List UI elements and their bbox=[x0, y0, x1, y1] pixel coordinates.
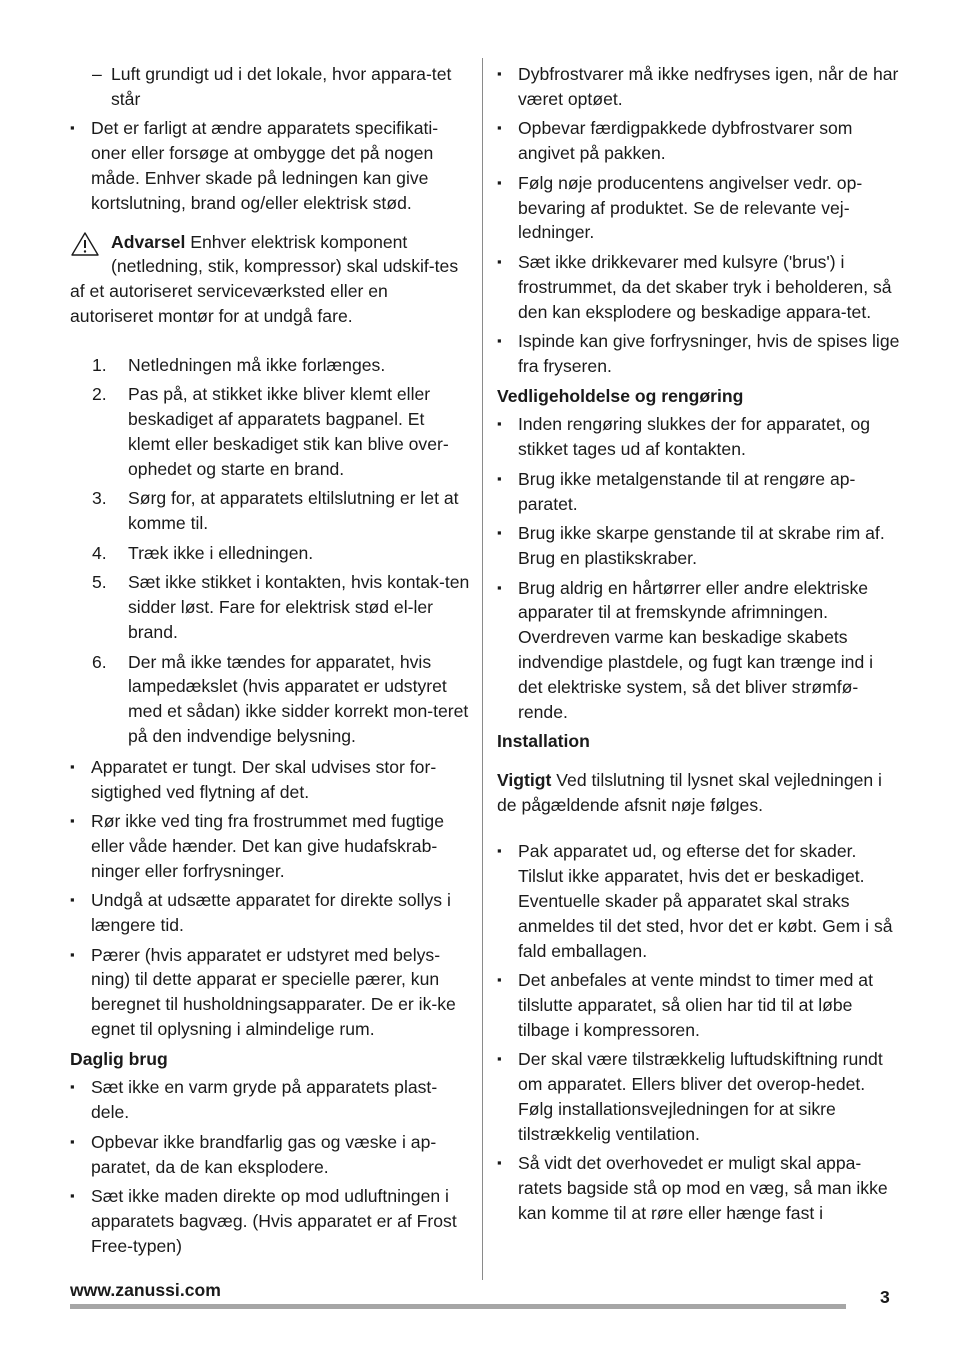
list-item-text: Brug ikke skarpe genstande til at skrabe rim af. Brug en plastikskraber. bbox=[518, 523, 885, 568]
list-item bbox=[70, 809, 470, 883]
bullet-marker: ▪ bbox=[497, 579, 502, 595]
list-item bbox=[497, 412, 901, 462]
bullet-marker: ▪ bbox=[70, 758, 75, 774]
list-item bbox=[70, 943, 470, 1042]
page-number: 3 bbox=[880, 1287, 890, 1307]
list-item-text: Sæt ikke drikkevarer med kulsyre ('brus') i frostrummet, da det skaber tryk i beholderen, så den kan eksplodere og beskadige appara-tet. bbox=[518, 251, 892, 322]
item-number: 2. bbox=[92, 384, 107, 405]
list-item bbox=[497, 250, 901, 324]
list-item-text: Pærer (hvis apparatet er udstyret med belys-ning) til dette apparat er specielle pærer, kun beregnet til husholdningsapparater. De er ik-ke egnet til oplysning i almindelige rum. bbox=[91, 944, 456, 1040]
item-number: 1. bbox=[92, 354, 107, 375]
numbered-item-text: Netledningen må ikke forlænges. bbox=[128, 354, 386, 375]
list-item bbox=[497, 521, 901, 571]
important-notice bbox=[497, 768, 901, 818]
list-item-text: Der skal være tilstrækkelig luftudskiftning rundt om apparatet. Ellers bliver det overop-hedet. Følg installationsvejledningen for at sikre tilstrækkelig ventilation. bbox=[518, 1049, 883, 1144]
list-item bbox=[497, 171, 901, 245]
warning-text: Enhver elektrisk komponent (netledning, stik, kompressor) skal udskif-tes af et autoriseret serviceværksted eller en autoriseret montør for at undgå fare. bbox=[70, 231, 459, 326]
item-number: 5. bbox=[92, 572, 107, 593]
list-item-text: Så vidt det overhovedet er muligt skal appa-ratets bagside stå op mod en væg, så man ikke kan komme til at røre eller hænge fast i bbox=[518, 1153, 888, 1224]
right-column bbox=[497, 62, 901, 1231]
list-item bbox=[497, 1151, 901, 1225]
warning-triangle-icon bbox=[70, 231, 100, 257]
numbered-item-text: Der må ikke tændes for apparatet, hvis lampedækslet (hvis apparatet er udstyret med et sådan) ikke sidder korrekt mon-teret på den indvendige belysning. bbox=[128, 651, 469, 746]
bullet-marker: ▪ bbox=[70, 120, 75, 136]
bullet-marker: ▪ bbox=[497, 174, 502, 190]
list-item-text: Sæt ikke maden direkte op mod udluftningen i apparatets bagvæg. (Hvis apparatet er af Frost Free-typen) bbox=[91, 1186, 457, 1256]
list-item-text: Inden rengøring slukkes der for apparatet, og stikket tages ud af kontakten. bbox=[518, 414, 871, 460]
bullet-marker: ▪ bbox=[70, 1133, 75, 1149]
list-item bbox=[70, 116, 470, 215]
bullet-marker: ▪ bbox=[497, 1051, 502, 1067]
numbered-item bbox=[70, 570, 470, 644]
list-item bbox=[497, 968, 901, 1042]
bullet-marker: ▪ bbox=[497, 333, 502, 349]
bullet-marker: ▪ bbox=[70, 892, 75, 908]
list-item bbox=[497, 329, 901, 379]
list-item bbox=[497, 576, 901, 725]
list-item-text: Opbevar ikke brandfarlig gas og væske i ap-paratet, da de kan eksplodere. bbox=[91, 1131, 437, 1177]
list-item bbox=[70, 888, 470, 938]
bullet-marker: ▪ bbox=[497, 253, 502, 269]
numbered-item bbox=[70, 650, 470, 749]
warning-notice bbox=[70, 230, 470, 329]
list-item bbox=[497, 62, 901, 112]
numbered-item bbox=[70, 382, 470, 481]
important-text: Ved tilslutning til lysnet skal vejledningen i de pågældende afsnit nøje følges. bbox=[497, 769, 882, 815]
item-number: 6. bbox=[92, 651, 107, 672]
bullet-marker: ▪ bbox=[497, 1155, 502, 1171]
section-heading-maintenance: Vedligeholdelse og rengøring bbox=[497, 385, 744, 406]
list-item-text: Pak apparatet ud, og efterse det for skader. Tilslut ikke apparatet, hvis det er beskadiget. Eventuelle skader på apparatet skal straks anmeldes til det sted, hvor det er købt. Gem i så fald emballagen. bbox=[518, 841, 893, 961]
left-column bbox=[70, 62, 470, 1263]
warning-label: Advarsel bbox=[111, 231, 186, 252]
bullet-marker: ▪ bbox=[497, 972, 502, 988]
dash-marker: – bbox=[92, 64, 102, 84]
list-item bbox=[70, 1075, 470, 1125]
bullet-marker: ▪ bbox=[497, 416, 502, 432]
list-item-text: Sæt ikke en varm gryde på apparatets plast-dele. bbox=[91, 1077, 438, 1123]
list-item bbox=[497, 116, 901, 166]
bullet-marker: ▪ bbox=[70, 813, 75, 829]
section-heading-installation: Installation bbox=[497, 731, 590, 752]
list-item bbox=[497, 1047, 901, 1146]
numbered-item-text: Pas på, at stikket ikke bliver klemt eller beskadiget af apparatets bagpanel. Et klemt eller beskadiget stik kan blive over-ophedet og starte en brand. bbox=[128, 384, 449, 479]
numbered-list bbox=[70, 353, 470, 749]
list-item-text: Brug aldrig en hårtørrer eller andre elektriske apparater til at fremskynde afrimningen. Overdreven varme kan beskadige skabets indvendige plastdele, og fugt kan trænge ind i det elektriske system, så det bliver strømfø-rende. bbox=[518, 577, 874, 722]
numbered-item bbox=[70, 541, 470, 566]
list-item bbox=[70, 755, 470, 805]
numbered-item bbox=[70, 486, 470, 536]
list-item-text: Rør ikke ved ting fra frostrummet med fugtige eller våde hænder. Det kan give hudafskrab-ninger eller forfrysninger. bbox=[91, 811, 444, 881]
list-item-text: Luft grundigt ud i det lokale, hvor appara-tet står bbox=[111, 64, 452, 109]
list-item-text: Følg nøje producentens angivelser vedr. op-bevaring af produktet. Se de relevante vej-ledninger. bbox=[518, 172, 863, 243]
section-heading-daily-use: Daglig brug bbox=[70, 1048, 168, 1069]
column-divider bbox=[482, 58, 483, 1280]
bullet-marker: ▪ bbox=[497, 843, 502, 859]
list-item-text: Det er farligt at ændre apparatets specifikati-oner eller forsøge at ombygge det på nogen måde. Enhver skade på ledningen kan give kortslutning, brand og/eller elektrisk stød. bbox=[91, 118, 439, 213]
bullet-marker: ▪ bbox=[497, 525, 502, 541]
list-item bbox=[497, 839, 901, 963]
list-item-text: Dybfrostvarer må ikke nedfryses igen, når de har været optøet. bbox=[518, 64, 899, 109]
list-item bbox=[70, 1184, 470, 1258]
numbered-item-text: Sørg for, at apparatets eltilslutning er let at komme til. bbox=[128, 488, 459, 534]
footer-website-link[interactable]: www.zanussi.com bbox=[70, 1280, 221, 1300]
list-item-text: Ispinde kan give forfrysninger, hvis de spises lige fra fryseren. bbox=[518, 331, 900, 376]
bullet-marker: ▪ bbox=[497, 120, 502, 136]
important-label: Vigtigt bbox=[497, 769, 552, 790]
item-number: 3. bbox=[92, 488, 107, 509]
list-item-text: Apparatet er tungt. Der skal udvises stor for-sigtighed ved flytning af det. bbox=[91, 756, 437, 802]
bullet-marker: ▪ bbox=[497, 470, 502, 486]
list-item bbox=[497, 467, 901, 517]
bullet-marker: ▪ bbox=[70, 946, 75, 962]
list-item bbox=[70, 62, 470, 112]
list-item-text: Brug ikke metalgenstande til at rengøre ap-paratet. bbox=[518, 468, 856, 514]
bullet-marker: ▪ bbox=[70, 1188, 75, 1204]
item-number: 4. bbox=[92, 542, 107, 563]
bullet-marker: ▪ bbox=[497, 66, 502, 81]
list-item bbox=[70, 1130, 470, 1180]
numbered-item bbox=[70, 353, 470, 378]
list-item-text: Opbevar færdigpakkede dybfrostvarer som angivet på pakken. bbox=[518, 118, 853, 164]
list-item-text: Undgå at udsætte apparatet for direkte sollys i længere tid. bbox=[91, 890, 451, 936]
numbered-item-text: Træk ikke i elledningen. bbox=[128, 542, 314, 563]
footer-rule bbox=[70, 1304, 846, 1309]
bullet-marker: ▪ bbox=[70, 1079, 75, 1095]
list-item-text: Det anbefales at vente mindst to timer med at tilslutte apparatet, så olien har tid til at løbe tilbage i kompressoren. bbox=[518, 970, 873, 1040]
numbered-item-text: Sæt ikke stikket i kontakten, hvis kontak-ten sidder løst. Fare for elektrisk stød el-ler brand. bbox=[128, 572, 470, 642]
